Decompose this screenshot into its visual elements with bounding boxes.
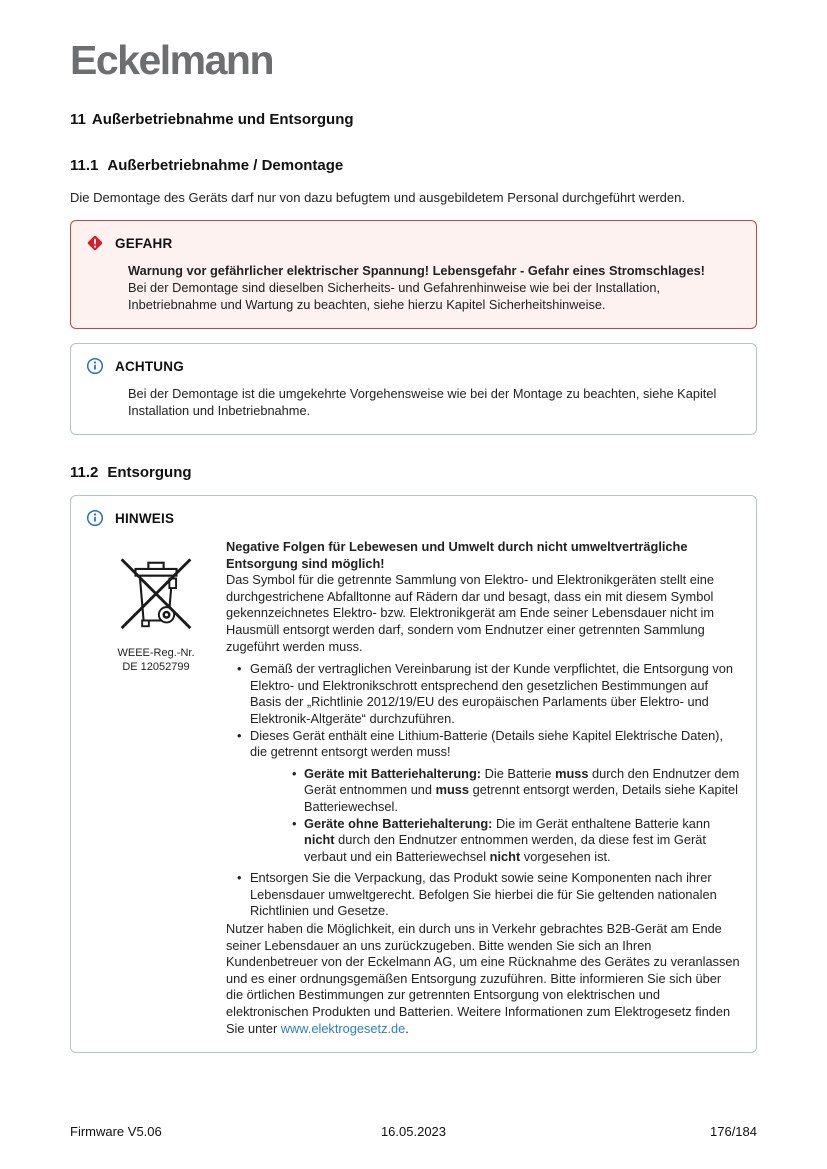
notice-text-column [226,539,741,1037]
danger-box [70,220,757,329]
list-item: • Gemäß der vertraglichen Vereinbarung ist der Kunde verpflichtet, die Entsorgung von Elektro- und Elektronikschrott entsprechend den gesetzlichen Bestimmungen auf Basis der „Richtlinie 2012/19/EU des europäischen Parlaments über Elektro- und Elektronik-Altgeräte“ durchzuführen. [226,661,741,727]
section-title: Außerbetriebnahme / Demontage [107,157,344,174]
list-item: • Geräte ohne Batteriehalterung: Die im Gerät enthaltene Batterie kann nicht durch den Endnutzer entnommen werden, da diese fest im Gerät verbaut und ein Batteriewechsel nicht vorgesehen ist. [226,816,741,866]
manual-page [70,0,757,1053]
page-footer [70,1124,757,1139]
weee-caption-line1: WEEE-Reg.-Nr. [117,647,195,659]
notice-content [86,539,741,1037]
weee-caption-line2: DE 12052799 [122,661,190,673]
section-title: Entsorgung [107,464,192,481]
list-item: • Dieses Gerät enthält eine Lithium-Batterie (Details siehe Kapitel Elektrische Daten), die getrennt entsorgt werden muss! [226,728,741,761]
info-circle-icon [86,357,104,375]
footer-date: 16.05.2023 [380,1124,447,1139]
section-number: 11.2 [70,464,99,481]
intro-paragraph: Die Demontage des Geräts darf nur von dazu befugtem und ausgebildetem Personal durchgeführt werden. [70,190,685,205]
chapter-heading [70,111,757,128]
elektrogesetz-link[interactable]: www.elektrogesetz.de [280,1020,406,1036]
section-heading-demontage [70,157,757,174]
notice-box [70,495,757,1053]
danger-title: GEFAHR [115,235,173,251]
list-item: • Geräte mit Batteriehalterung: Die Batterie muss durch den Endnutzer dem Gerät entnommen und muss getrennt entsorgt werden, Details siehe Kapitel Batteriewechsel. [226,766,741,816]
chapter-number: 11 [70,111,86,128]
caution-title-row [86,357,741,375]
section-number: 11.1 [70,157,99,174]
notice-bullet-list [226,661,741,920]
list-item: • Entsorgen Sie die Verpackung, das Produkt sowie seine Komponenten nach ihrer Lebensdauer umweltgerecht. Befolgen Sie hierbei die für Sie geltenden nationalen Richtlinien und Gesetze. [226,870,741,920]
notice-title: HINWEIS [115,510,175,526]
chapter-title: Außerbetriebnahme und Entsorgung [91,111,354,128]
danger-warning-line: Warnung vor gefährlicher elektrischer Spannung! Lebensgefahr - Gefahr eines Stromschlages! [128,263,705,278]
section-heading-entsorgung [70,464,757,481]
danger-diamond-exclamation-icon [86,234,104,252]
danger-body-text: Bei der Demontage sind dieselben Sicherheits- und Gefahrenhinweise wie bei der Installation, Inbetriebnahme und Wartung zu beachten, siehe hierzu Kapitel Sicherheitshinweise. [128,280,661,312]
caution-body: Bei der Demontage ist die umgekehrte Vorgehensweise wie bei der Montage zu beachten, siehe Kapitel Installation und Inbetriebnahme. [128,386,717,418]
weee-column [86,539,226,1037]
notice-symbol-paragraph: Das Symbol für die getrennte Sammlung von Elektro- und Elektronikgeräten stellt eine durchgestrichene Abfalltonne auf Rädern dar und besagt, dass ein mit diesem Symbol gekennzeichnetes Elektro- bzw. Elektronikgerät am Ende seiner Lebensdauer nicht im Hausmüll entsorgt werden darf, sondern vom Endnutzer einer getrennten Sammlung zugeführt werden muss. [226,572,714,654]
danger-title-row [86,234,741,252]
footer-firmware-version: Firmware V5.06 [70,1124,162,1139]
info-circle-icon [86,509,104,527]
weee-caption [117,646,194,674]
weee-crossed-out-wheelie-bin-icon [113,547,199,636]
caution-box [70,343,757,435]
caution-title: ACHTUNG [115,358,184,374]
eckelmann-logo: Eckelmann [70,37,273,83]
footer-page-number: 176/184 [710,1124,757,1139]
notice-sub-bullet-list [226,766,741,866]
notice-headline: Negative Folgen für Lebewesen und Umwelt durch nicht umweltverträgliche Entsorgung sind möglich! [226,539,688,571]
closing-paragraph: Nutzer haben die Möglichkeit, ein durch uns in Verkehr gebrachtes B2B-Gerät am Ende seiner Lebensdauer an uns zurückzugeben. Bitte wenden Sie sich an Ihren Kundenbetreuer von der Eckelmann AG, um eine Rücknahme des Gerätes zu veranlassen und es einer ordnungsgemäßen Entsorgung zuzuführen. Bitte informieren Sie sich über die örtlichen Bestimmungen zur getrennten Entsorgung von elektrischen und elektronischen Produkten und Batterien. Weitere Informationen zum Elektrogesetz finden Sie unter www.elektrogesetz.de. [226,921,740,1036]
notice-title-row [86,509,741,527]
danger-body [128,262,741,313]
